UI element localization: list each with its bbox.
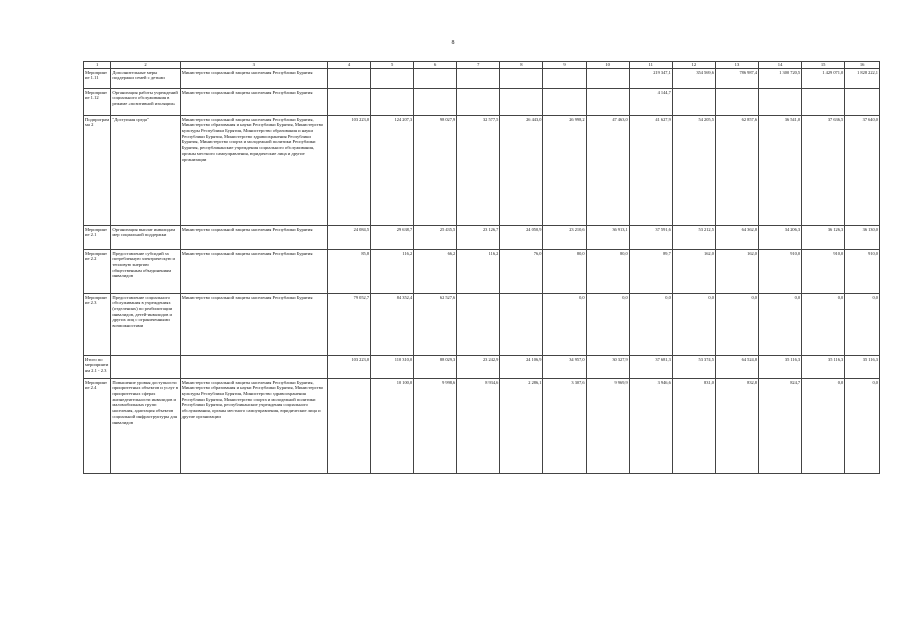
value-cell — [327, 379, 370, 474]
value-cell: 37 640,0 — [845, 116, 880, 226]
value-cell: 62 527,6 — [414, 294, 457, 356]
value-cell: 4 144,7 — [629, 89, 672, 116]
value-cell: 162,0 — [715, 250, 758, 294]
executor-cell: Министерство социальной защиты населения Республики Бурятия, Министерство образования и науки Республики Бурятия, Министерство культуры Республики Бурятия, Министерство образования и науки Республики Бурятия, Министерство здравоохранения Республики Бурятия, Министерство спорта и молодежной политики Республики Бурятия, республиканские учреждения социального обслуживания, органы местного самоуправления, юридические лица и другие организации — [180, 116, 327, 226]
value-cell: 0,0 — [845, 294, 880, 356]
value-cell: 89,7 — [629, 250, 672, 294]
value-cell: 54 205,5 — [672, 116, 715, 226]
event-code-cell: Мероприятие 2.1 — [84, 226, 111, 250]
event-title-cell: Организация выплат инвалидам мер социальной поддержки — [111, 226, 180, 250]
value-cell: 37 591,6 — [629, 226, 672, 250]
column-header: 10 — [586, 62, 629, 69]
value-cell: 219 347,1 — [629, 69, 672, 89]
value-cell: 1 828 222,1 — [845, 69, 880, 89]
value-cell: 66,2 — [414, 250, 457, 294]
value-cell: 35 116,3 — [802, 356, 845, 379]
value-cell — [414, 89, 457, 116]
value-cell: 88 029,3 — [414, 356, 457, 379]
value-cell: 910,0 — [845, 250, 880, 294]
value-cell — [371, 89, 414, 116]
value-cell — [759, 89, 802, 116]
table-row — [84, 69, 880, 89]
value-cell: 36 126,3 — [802, 226, 845, 250]
value-cell: 0,0 — [845, 379, 880, 474]
value-cell: 0,0 — [543, 294, 586, 356]
value-cell: 35 116,3 — [759, 356, 802, 379]
value-cell — [586, 89, 629, 116]
event-code-cell: Мероприятие 2.2 — [84, 250, 111, 294]
column-header: 3 — [180, 62, 327, 69]
value-cell: 34 206,3 — [759, 226, 802, 250]
value-cell: 786 987,4 — [715, 69, 758, 89]
value-cell — [672, 89, 715, 116]
value-cell — [543, 89, 586, 116]
table-row — [84, 116, 880, 226]
value-cell: 23 242,9 — [457, 356, 500, 379]
value-cell: 1 429 071,0 — [802, 69, 845, 89]
value-cell — [327, 69, 370, 89]
value-cell: 910,0 — [759, 250, 802, 294]
value-cell: 80,0 — [586, 250, 629, 294]
column-header: 8 — [500, 62, 543, 69]
value-cell: 0,0 — [759, 294, 802, 356]
value-cell — [457, 69, 500, 89]
value-cell: 26 998,2 — [543, 116, 586, 226]
value-cell: 76,0 — [500, 250, 543, 294]
value-cell — [500, 294, 543, 356]
value-cell: 2 286,1 — [500, 379, 543, 474]
value-cell: 8 934,6 — [457, 379, 500, 474]
column-header: 6 — [414, 62, 457, 69]
column-header: 5 — [371, 62, 414, 69]
value-cell: 24 106,9 — [500, 356, 543, 379]
event-title-cell: Предоставление социального обслуживания в учреждениях (отделениях) по реабилитации инвалидов, детей-инвалидов и других лиц с ограниченными возможностями — [111, 294, 180, 356]
value-cell — [715, 89, 758, 116]
value-cell: 23 126,7 — [457, 226, 500, 250]
value-cell: 36 913,1 — [586, 226, 629, 250]
value-cell: 53 374,5 — [672, 356, 715, 379]
value-cell: 10 100,0 — [371, 379, 414, 474]
value-cell: 79 052,7 — [327, 294, 370, 356]
value-cell — [543, 69, 586, 89]
value-cell: 64 524,8 — [715, 356, 758, 379]
event-title-cell: "Доступная среда" — [111, 116, 180, 226]
value-cell: 162,0 — [672, 250, 715, 294]
value-cell: 41 627,9 — [629, 116, 672, 226]
value-cell: 62 857,6 — [715, 116, 758, 226]
budget-table — [83, 61, 880, 474]
value-cell: 37 636,5 — [802, 116, 845, 226]
event-code-cell: Итого по мероприятиям 2.1 - 2.3 — [84, 356, 111, 379]
value-cell: 34 957,0 — [543, 356, 586, 379]
value-cell: 29 638,7 — [371, 226, 414, 250]
value-cell — [414, 69, 457, 89]
value-cell: 25 435,5 — [414, 226, 457, 250]
value-cell — [500, 69, 543, 89]
value-cell: 64 362,8 — [715, 226, 758, 250]
value-cell: 0,0 — [715, 294, 758, 356]
value-cell: 23 210,6 — [543, 226, 586, 250]
executor-cell: Министерство социальной защиты населения Республики Бурятия, Министерство образования и науки Республики Бурятия, Министерство культуры Республики Бурятия, Министерство здравоохранения Республики Бурятия, Министерство спорта и молодежной политики Республики Бурятия, республиканские учреждения социального обслуживания, органы местного самоуправления, юридические лица и другие организации — [180, 379, 327, 474]
table-row — [84, 226, 880, 250]
value-cell: 103 223,0 — [327, 356, 370, 379]
value-cell: 0,0 — [672, 294, 715, 356]
column-header: 13 — [715, 62, 758, 69]
value-cell: 116,2 — [371, 250, 414, 294]
event-title-cell: Дополнительные меры поддержки семей с детьми — [111, 69, 180, 89]
value-cell — [500, 89, 543, 116]
value-cell — [371, 69, 414, 89]
event-code-cell: Мероприятие 2.3 — [84, 294, 111, 356]
value-cell — [845, 89, 880, 116]
value-cell: 80,0 — [543, 250, 586, 294]
value-cell: 116,2 — [457, 250, 500, 294]
table-row — [84, 250, 880, 294]
value-cell — [457, 294, 500, 356]
value-cell: 47 463,0 — [586, 116, 629, 226]
column-header: 15 — [802, 62, 845, 69]
value-cell: 37 681,3 — [629, 356, 672, 379]
event-code-cell: Мероприятие 1.12 — [84, 89, 111, 116]
table-row — [84, 356, 880, 379]
column-header: 12 — [672, 62, 715, 69]
column-header: 9 — [543, 62, 586, 69]
page-number: 8 — [451, 40, 455, 46]
value-cell: 98 027,9 — [414, 116, 457, 226]
event-code-cell: Мероприятие 1.11 — [84, 69, 111, 89]
column-header: 1 — [84, 62, 111, 69]
value-cell: 3 307,6 — [543, 379, 586, 474]
value-cell: 84 352,4 — [371, 294, 414, 356]
executor-cell — [180, 356, 327, 379]
value-cell — [586, 69, 629, 89]
executor-cell: Министерство социальной защиты населения Республики Бурятия — [180, 226, 327, 250]
value-cell: 30 327,9 — [586, 356, 629, 379]
value-cell: 3 946,6 — [629, 379, 672, 474]
value-cell — [457, 89, 500, 116]
column-header: 14 — [759, 62, 802, 69]
value-cell: 831,0 — [672, 379, 715, 474]
value-cell: 9 969,9 — [586, 379, 629, 474]
event-code-cell: Мероприятие 2.4 — [84, 379, 111, 474]
table-row — [84, 89, 880, 116]
executor-cell: Министерство социальной защиты населения Республики Бурятия — [180, 294, 327, 356]
value-cell: 0,0 — [629, 294, 672, 356]
value-cell: 85,8 — [327, 250, 370, 294]
value-cell: 910,0 — [802, 250, 845, 294]
value-cell: 354 569,6 — [672, 69, 715, 89]
value-cell: 124 207,3 — [371, 116, 414, 226]
value-cell: 53 212,5 — [672, 226, 715, 250]
column-header: 2 — [111, 62, 180, 69]
value-cell — [327, 89, 370, 116]
value-cell: 26 443,0 — [500, 116, 543, 226]
table-row — [84, 379, 880, 474]
event-title-cell — [111, 356, 180, 379]
executor-cell: Министерство социальной защиты населения Республики Бурятия — [180, 250, 327, 294]
value-cell — [802, 89, 845, 116]
value-cell: 110 310,0 — [371, 356, 414, 379]
value-cell: 103 223,0 — [327, 116, 370, 226]
value-cell: 1 300 720,5 — [759, 69, 802, 89]
value-cell: 35 116,3 — [845, 356, 880, 379]
value-cell: 0,0 — [586, 294, 629, 356]
value-cell: 832,8 — [715, 379, 758, 474]
table-row — [84, 294, 880, 356]
value-cell: 0,0 — [802, 379, 845, 474]
value-cell: 36 541,0 — [759, 116, 802, 226]
value-cell: 24 084,5 — [327, 226, 370, 250]
event-title-cell: Повышение уровня доступности приоритетных объектов и услуг в приоритетных сферах жизнедеятельности инвалидов и маломобильных групп населения, адаптация объектов социальной инфраструктуры для инвалидов — [111, 379, 180, 474]
column-header: 11 — [629, 62, 672, 69]
column-header: 7 — [457, 62, 500, 69]
value-cell: 32 577,5 — [457, 116, 500, 226]
value-cell: 9 998,6 — [414, 379, 457, 474]
column-number-header-row — [84, 62, 880, 69]
column-header: 16 — [845, 62, 880, 69]
value-cell: 24 050,9 — [500, 226, 543, 250]
event-title-cell: Предоставление субсидий за потребленную электрическую и тепловую энергию общественным объединениям инвалидов — [111, 250, 180, 294]
value-cell: 0,0 — [802, 294, 845, 356]
value-cell: 824,7 — [759, 379, 802, 474]
value-cell: 36 130,0 — [845, 226, 880, 250]
column-header: 4 — [327, 62, 370, 69]
executor-cell: Министерство социальной защиты населения Республики Бурятия — [180, 89, 327, 116]
executor-cell: Министерство социальной защиты населения Республики Бурятия — [180, 69, 327, 89]
event-title-cell: Организация работы учреждений социального обслуживания в режиме «позитивной изоляции» — [111, 89, 180, 116]
event-code-cell: Подпрограмма 2 — [84, 116, 111, 226]
